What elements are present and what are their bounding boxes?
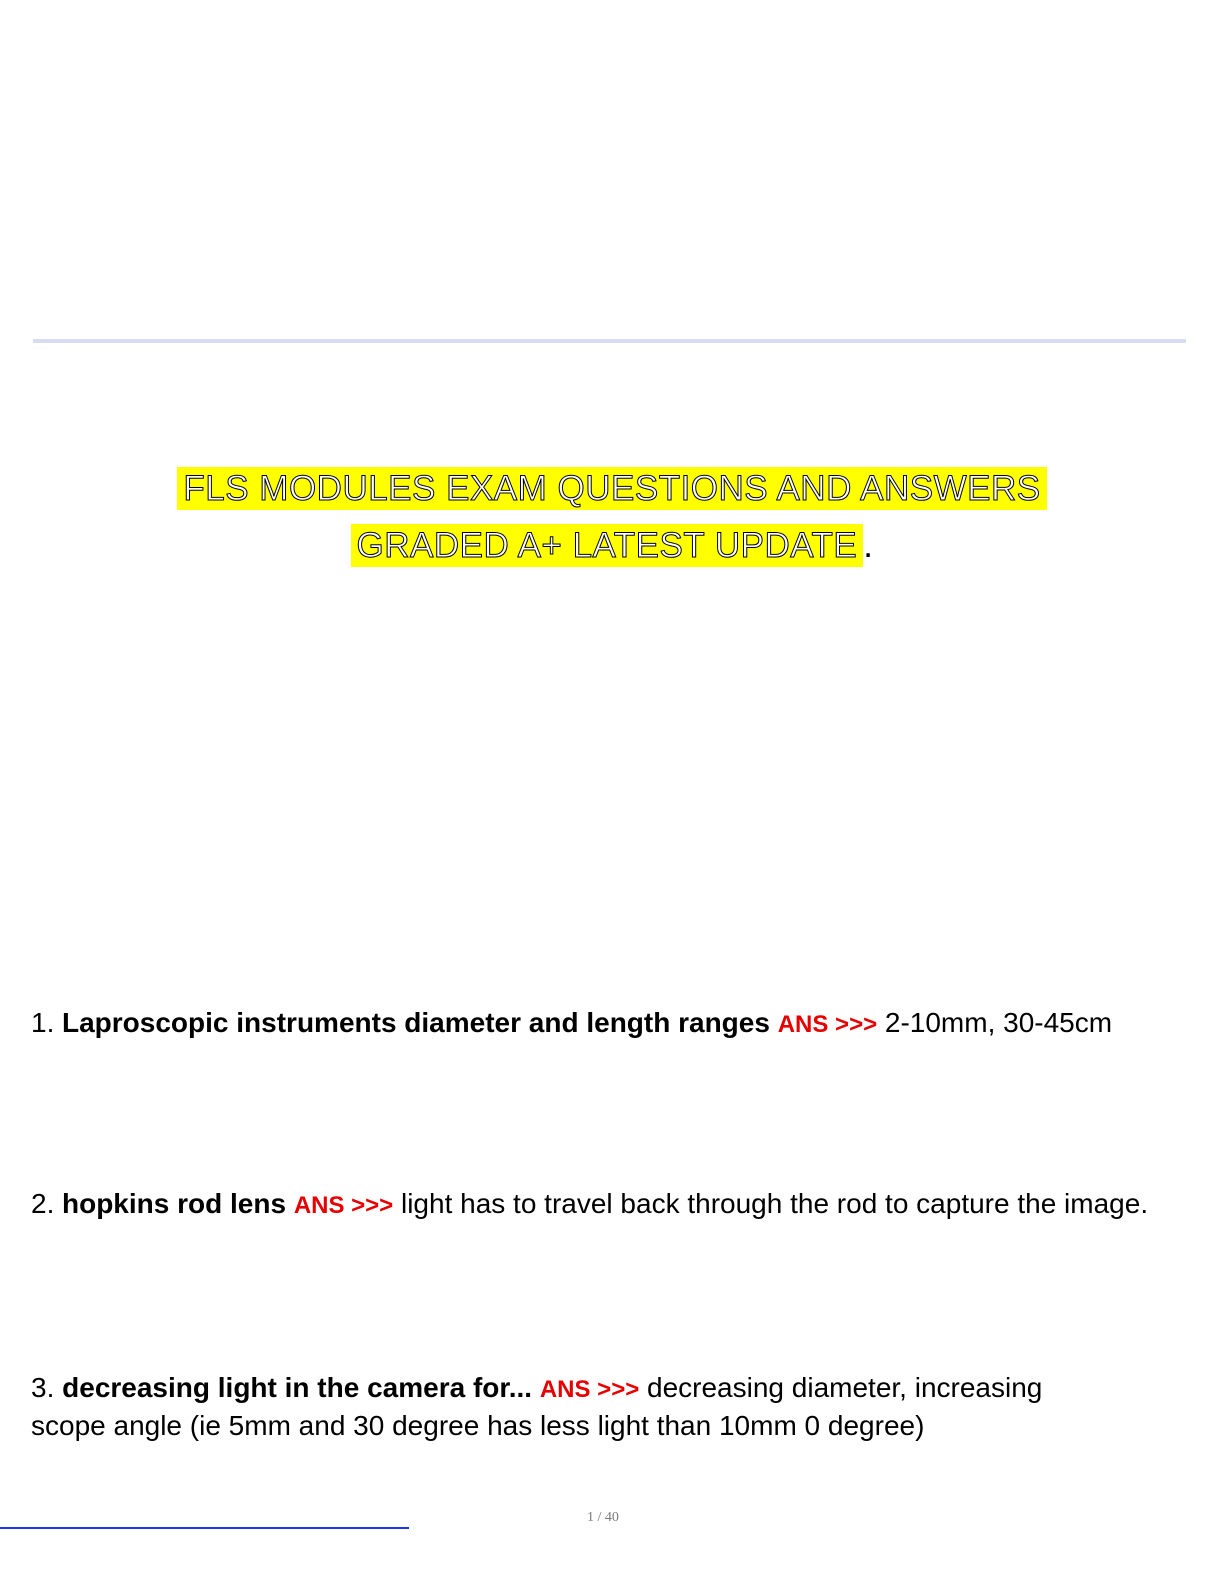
question-text: hopkins rod lens — [62, 1188, 287, 1219]
title-line-2 — [0, 517, 1224, 574]
question-number: 3. — [31, 1372, 55, 1403]
answer-marker: ANS >>> — [777, 1011, 878, 1038]
header-divider — [33, 339, 1186, 343]
answer-text: decreasing diameter, increasing scope angle (ie 5mm and 30 degree has less light than 10mm 0 degree) — [31, 1372, 1043, 1441]
answer-marker: ANS >>> — [293, 1192, 394, 1219]
answer-text: light has to travel back through the rod to capture the image. — [400, 1188, 1149, 1219]
question-body — [31, 1005, 1181, 1043]
title-highlight-1: FLS MODULES EXAM QUESTIONS AND ANSWERS — [177, 467, 1046, 510]
title-line-1 — [0, 460, 1224, 517]
question-text: Laproscopic instruments diameter and length ranges — [62, 1007, 770, 1038]
question-number: 1. — [31, 1007, 55, 1038]
question-number: 2. — [31, 1188, 55, 1219]
question-text: decreasing light in the camera for... — [62, 1372, 533, 1403]
question-item-1 — [31, 1005, 1181, 1043]
question-item-2 — [31, 1186, 1191, 1224]
answer-marker: ANS >>> — [539, 1376, 640, 1403]
question-item-3 — [31, 1370, 1116, 1444]
question-body — [31, 1186, 1191, 1224]
page-number: 1 / 40 — [587, 1510, 619, 1525]
title-highlight-2: GRADED A+ LATEST UPDATE — [351, 524, 864, 567]
document-title — [0, 460, 1224, 574]
answer-text: 2-10mm, 30-45cm — [884, 1007, 1113, 1038]
footer-link-rule — [0, 1527, 409, 1529]
title-period: . — [863, 526, 874, 565]
